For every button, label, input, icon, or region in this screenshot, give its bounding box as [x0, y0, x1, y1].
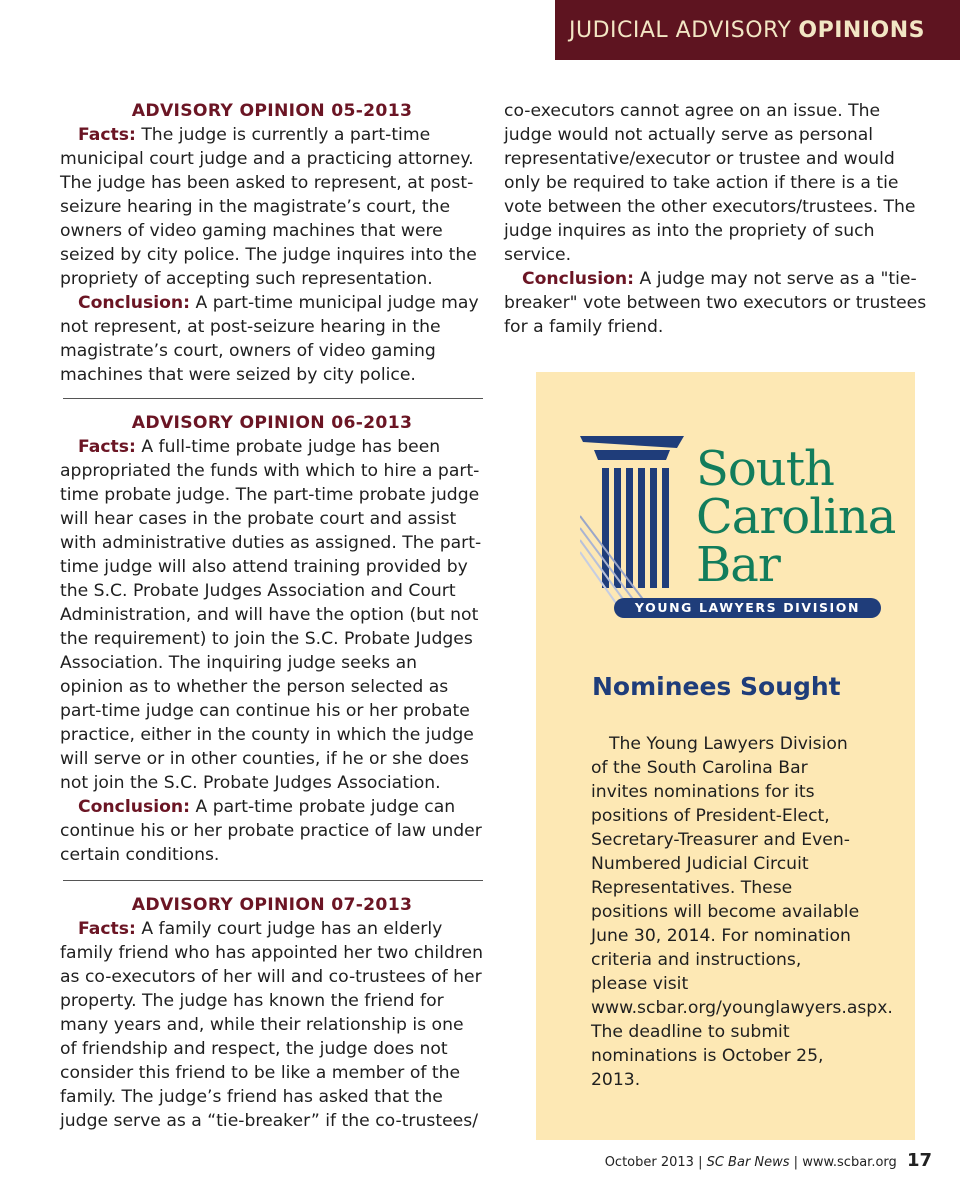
- left-column: [60, 99, 484, 1133]
- section-header-light: JUDICIAL ADVISORY: [569, 17, 792, 43]
- opinion-facts: [60, 123, 484, 291]
- page-footer: October 2013 | SC Bar News | www.scbar.org 17: [604, 1150, 932, 1171]
- divider: [63, 880, 483, 881]
- page-number: 17: [906, 1150, 932, 1171]
- opinion-07-2013: [60, 893, 484, 1133]
- facts-text: The judge is currently a part-time municipal court judge and a practicing attorney. The judge has been asked to represent, at post-seizure hearing in the magistrate’s court, the owners of video gaming machines that were seized by city police. The judge inquires into the propriety of accepting such representation.: [60, 125, 477, 289]
- logo-word-south: South: [696, 441, 834, 497]
- opinion-06-2013: [60, 411, 484, 867]
- facts-text: A family court judge has an elderly family friend who has appointed her two children as co-executors of her will and co-trustees of her property. The judge has known the friend for many years and, while their relationship is one of friendship and respect, the judge does not consider this friend to be like a member of the family. The judge’s friend has asked that the judge serve as a “tie-breaker” if the co-trustees/: [60, 919, 483, 1131]
- section-header-bold: OPINIONS: [798, 17, 925, 43]
- ad-body: The Young Lawyers Division of the South Carolina Bar invites nominations for its positions of President-Elect, Secretary-Treasurer and Even-Numbered Judicial Circuit Representatives. These positions will become available June 30, 2014. For nomination criteria and instructions, please visit www.scbar.org/younglawyers.aspx. The deadline to submit nominations is October 25, 2013.: [591, 734, 893, 1090]
- nominees-ad: [536, 372, 915, 1140]
- facts-label: Facts:: [78, 125, 136, 145]
- logo-word-carolina: Carolina: [696, 489, 896, 545]
- conclusion-label: Conclusion:: [522, 269, 635, 289]
- ad-heading: Nominees Sought: [592, 672, 841, 701]
- opinion-05-2013: [60, 99, 484, 387]
- young-lawyers-division-banner: YOUNG LAWYERS DIVISION: [614, 598, 881, 618]
- opinion-conclusion: [60, 795, 484, 867]
- conclusion-label: Conclusion:: [78, 293, 191, 313]
- opinion-conclusion: [504, 267, 928, 339]
- opinion-title: ADVISORY OPINION 06-2013: [131, 413, 413, 433]
- facts-label: Facts:: [78, 437, 136, 457]
- conclusion-text: A part-time probate judge can continue his or her probate practice of law under certain conditions.: [60, 797, 482, 865]
- right-column: [504, 99, 928, 339]
- opinion-facts-continued: co-executors cannot agree on an issue. The judge would not actually serve as personal representative/executor or trustee and would only be required to take action if there is a tie vote between the other executors/trustees. The judge inquires as into the propriety of such service.: [504, 101, 916, 265]
- facts-label: Facts:: [78, 919, 136, 939]
- conclusion-label: Conclusion:: [78, 797, 191, 817]
- opinion-facts: [60, 435, 484, 795]
- opinion-facts: [60, 917, 484, 1133]
- opinion-title: ADVISORY OPINION 07-2013: [131, 895, 413, 915]
- footer-date: October 2013: [604, 1155, 694, 1170]
- section-header: [555, 0, 960, 60]
- footer-url: www.scbar.org: [802, 1155, 897, 1170]
- logo-word-bar: Bar: [696, 537, 780, 593]
- opinion-conclusion: [60, 291, 484, 387]
- opinion-title: ADVISORY OPINION 05-2013: [131, 101, 413, 121]
- conclusion-text: A part-time municipal judge may not represent, at post-seizure hearing in the magistrate’s court, owners of video gaming machines that were seized by city police.: [60, 293, 479, 385]
- column-logo-icon: [580, 432, 698, 607]
- footer-publication: SC Bar News: [706, 1155, 790, 1170]
- facts-text: A full-time probate judge has been appropriated the funds with which to hire a part-time probate judge. The part-time probate judge will hear cases in the probate court and assist with administrative duties as assigned. The part-time judge will also attend training provided by the S.C. Probate Judges Association and Court Administration, and will have the option (but not the requirement) to join the S.C. Probate Judges Association. The inquiring judge seeks an opinion as to whether the person selected as part-time judge can continue his or her probate practice, either in the county in which the judge will serve or in other counties, if he or she does not join the S.C. Probate Judges Association.: [60, 437, 482, 793]
- divider: [63, 398, 483, 399]
- conclusion-text: A judge may not serve as a "tie-breaker" vote between two executors or trustees for a family friend.: [504, 269, 927, 337]
